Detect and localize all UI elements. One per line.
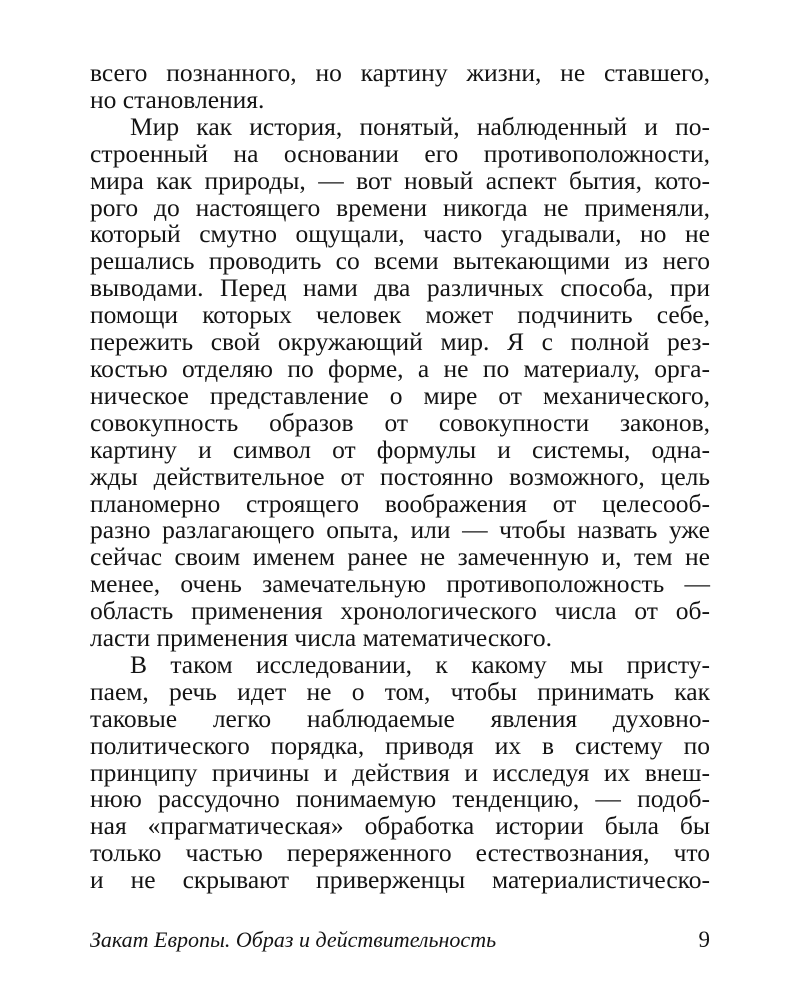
text-line: помощи которых человек может подчинить себе, — [90, 300, 710, 330]
text-line: но становления. — [90, 84, 265, 114]
text-line: таковые легко наблюдаемые явления духовно- — [90, 703, 710, 733]
text-line: который смутно ощущали, часто угадывали, но не — [90, 219, 710, 249]
text-line: ласти применения числа математического. — [90, 623, 552, 653]
text-line: менее, очень замечательную противоположность — — [90, 569, 710, 599]
text-line: жды действительное от постоянно возможного, цель — [90, 461, 710, 491]
text-line: разно разлагающего опыта, или — чтобы назвать уже — [90, 515, 710, 545]
text-line: ная «прагматическая» обработка истории была бы — [90, 811, 710, 841]
paragraph-first-line: Мир как история, понятый, наблюденный и по- — [130, 111, 710, 141]
text-line: строенный на основании его противоположности, — [90, 138, 710, 168]
text-line: совокупность образов от совокупности законов, — [90, 407, 710, 437]
text-line: область применения хронологического числа от об- — [90, 596, 710, 626]
paragraph-first-line: В таком исследовании, к какому мы присту- — [130, 649, 710, 679]
text-line: пережить свой окружающий мир. Я с полной рез- — [90, 327, 710, 357]
text-line: решались проводить со всеми вытекающими из него — [90, 246, 710, 276]
text-line: паем, речь идет не о том, чтобы принимать как — [90, 676, 710, 706]
text-line: только частью переряженного естествознания, что — [90, 838, 710, 868]
text-line: планомерно строящего воображения от целесооб- — [90, 488, 710, 518]
text-line: рого до настоящего времени никогда не применяли, — [90, 192, 710, 222]
body-text — [90, 60, 710, 894]
text-line: нюю рассудочно понимаемую тенденцию, — подоб- — [90, 784, 710, 814]
running-title: Закат Европы. Образ и действительность — [90, 927, 497, 952]
text-line: ническое представление о мире от механического, — [90, 380, 710, 410]
text-line: выводами. Перед нами два различных способа, при — [90, 273, 710, 303]
text-line: принципу причины и действия и исследуя их внеш- — [90, 757, 710, 787]
text-line: мира как природы, — вот новый аспект бытия, кото- — [90, 165, 710, 195]
text-line: и не скрывают приверженцы материалистическо- — [90, 865, 710, 895]
text-line: картину и символ от формулы и системы, одна- — [90, 434, 710, 464]
text-line: костью отделяю по форме, а не по материалу, орга- — [90, 353, 710, 383]
text-line: сейчас своим именем ранее не замеченную и, тем не — [90, 542, 710, 572]
page-number: 9 — [698, 927, 710, 952]
text-line: всего познанного, но картину жизни, не ставшего, — [90, 58, 710, 87]
text-line: политического порядка, приводя их в систему по — [90, 730, 710, 760]
page-footer — [90, 927, 710, 957]
